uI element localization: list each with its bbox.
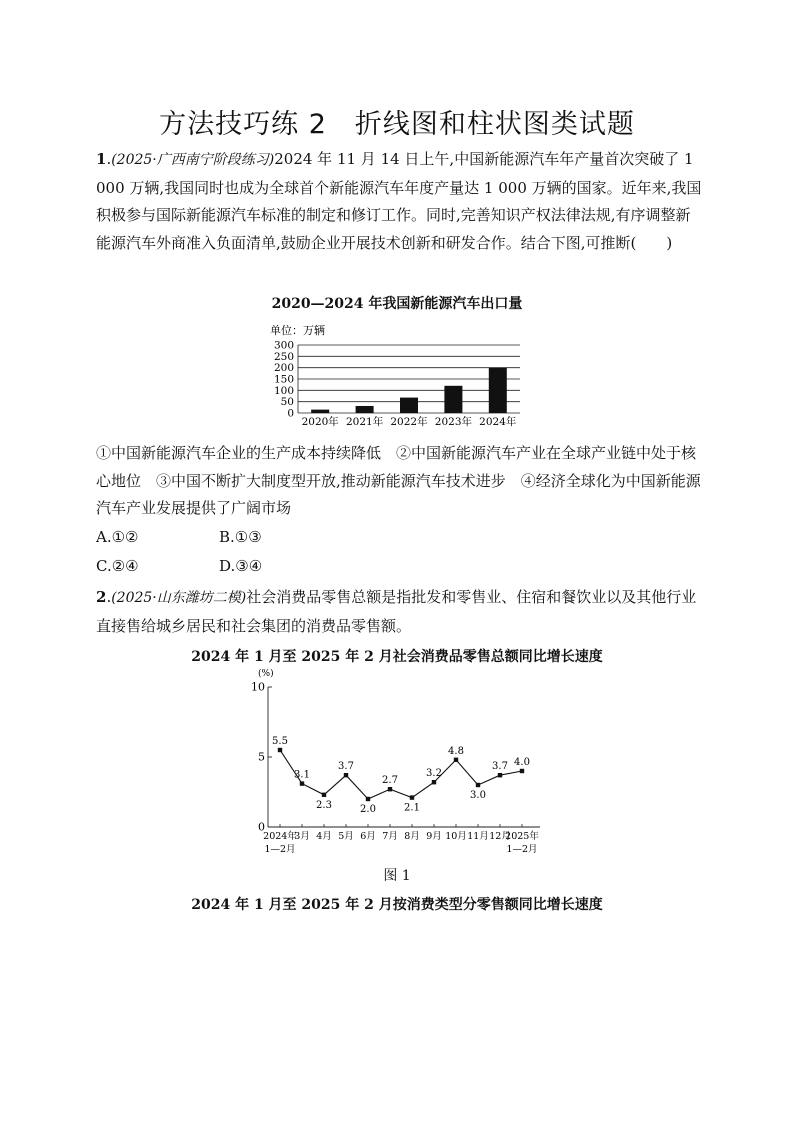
- x-tick-label: 5月: [338, 831, 354, 842]
- data-point: [520, 769, 524, 773]
- option-b[interactable]: B.①③: [219, 528, 262, 546]
- question-source: (2025·广西南宁阶段练习): [111, 152, 275, 168]
- x-tick-label: 2021年: [345, 416, 384, 428]
- data-point: [278, 748, 282, 752]
- data-point: [388, 787, 392, 791]
- data-label: 3.2: [426, 768, 442, 780]
- y-tick-label: 10: [251, 680, 265, 694]
- data-label: 2.7: [382, 775, 398, 787]
- data-point: [410, 795, 414, 799]
- question-stem: 2024 年 11 月 14 日上午,中国新能源汽车年产量首次突破了 1 000 万辆,我国同时也成为全球首个新能源汽车年度产量达 1 000 万辆的国家。近年来,我国积极参与国际新能源汽车标准的制定和修订工作。同时,完善知识产权法律法规,有序调整新能源汽车外商准入负面清单,鼓励企业开展技术创新和研发合作。结合下图,可推断( ): [96, 150, 702, 252]
- y-tick-label: 300: [273, 339, 294, 352]
- y-tick-label: 50: [280, 396, 294, 409]
- data-point: [476, 783, 480, 787]
- y-tick-label: 0: [258, 820, 265, 834]
- data-label: 5.5: [272, 736, 288, 747]
- data-label: 4.8: [448, 745, 464, 757]
- bar-chart: [250, 318, 540, 434]
- data-label: 2.0: [360, 804, 376, 815]
- data-label: 3.1: [294, 769, 310, 781]
- x-tick-label: 2024年: [263, 831, 297, 842]
- x-tick-label: 8月: [404, 831, 420, 842]
- y-tick-label: 250: [273, 350, 294, 363]
- bar: [400, 398, 418, 413]
- question-2: 2.(2025·山东潍坊二模)社会消费品零售总额是指批发和零售业、住宿和餐饮业以及其他行业直接售给城乡居民和社会集团的消费品零售额。: [96, 588, 697, 635]
- x-tick-label: 10月: [445, 831, 467, 842]
- chart2-title: 2024 年 1 月至 2025 年 2 月社会消费品零售总额同比增长速度: [191, 649, 603, 665]
- y-tick-label: 100: [273, 384, 294, 397]
- x-tick-label: 1—2月: [506, 844, 538, 855]
- x-tick-label: 2022年: [390, 416, 428, 428]
- question-number: 2: [96, 588, 107, 606]
- data-label: 2.3: [316, 799, 332, 811]
- y-tick-label: 200: [273, 362, 294, 375]
- x-tick-label: 2023年: [434, 416, 473, 428]
- bar: [489, 368, 507, 413]
- question-number: 1: [96, 150, 107, 168]
- data-point: [344, 773, 348, 777]
- data-label: 4.0: [514, 757, 530, 768]
- bar: [444, 386, 462, 413]
- x-tick-label: 2025年: [505, 831, 539, 842]
- data-point: [432, 780, 436, 784]
- bar: [356, 406, 374, 413]
- x-tick-label: 2020年: [301, 416, 339, 428]
- question-1-statements: ①中国新能源汽车企业的生产成本持续降低 ②中国新能源汽车产业在全球产业链中处于核心地位 ③中国不断扩大制度型开放,推动新能源汽车技术进步 ④经济全球化为中国新能源汽车产业发展提供了广阔市场: [96, 444, 701, 517]
- data-label: 3.7: [338, 761, 354, 773]
- option-a[interactable]: A.①②: [96, 528, 139, 546]
- x-tick-label: 2024年: [479, 416, 517, 428]
- y-tick-label: 0: [287, 407, 294, 420]
- data-point: [454, 758, 458, 762]
- x-tick-label: 6月: [360, 831, 376, 842]
- question-source: (2025·山东潍坊二模): [111, 590, 247, 606]
- data-point: [366, 797, 370, 801]
- chart1-unit-label: 单位：万辆: [270, 324, 325, 337]
- y-tick-label: 150: [273, 373, 294, 386]
- data-point: [300, 781, 304, 785]
- line-chart: [250, 668, 550, 864]
- data-label: 2.1: [404, 802, 420, 814]
- question-1: 1.(2025·广西南宁阶段练习)2024 年 11 月 14 日上午,中国新能源汽车年产量首次突破了 1 000 万辆,我国同时也成为全球首个新能源汽车年度产量达 1 000 万辆的国家。近年来,我国积极参与国际新能源汽车标准的制定和修订工作。同时,完善知识产权法律法规,有序调整新能源汽车外商准入负面清单,鼓励企业开展技术创新和研发合作。结合下图,可推断( ): [96, 150, 702, 252]
- data-label: 3.0: [470, 790, 486, 801]
- question-stem: 社会消费品零售总额是指批发和零售业、住宿和餐饮业以及其他行业直接售给城乡居民和社会集团的消费品零售额。: [96, 588, 697, 635]
- chart2-unit-label: (%): [258, 669, 274, 679]
- x-tick-label: 1—2月: [264, 844, 296, 855]
- option-d[interactable]: D.③④: [219, 557, 263, 575]
- chart1-title: 2020—2024 年我国新能源汽车出口量: [271, 296, 523, 312]
- x-tick-label: 4月: [316, 831, 332, 842]
- page-title: 方法技巧练 2 折线图和柱状图类试题: [159, 109, 635, 140]
- chart3-title: 2024 年 1 月至 2025 年 2 月按消费类型分零售额同比增长速度: [191, 897, 603, 913]
- bar: [311, 410, 329, 413]
- x-tick-label: 12月: [489, 831, 511, 842]
- figure-caption: 图 1: [383, 868, 411, 884]
- data-point: [322, 793, 326, 797]
- x-tick-label: 9月: [426, 831, 442, 842]
- x-tick-label: 7月: [382, 831, 398, 842]
- x-tick-label: 3月: [294, 831, 310, 842]
- option-c[interactable]: C.②④: [96, 557, 139, 575]
- y-tick-label: 5: [258, 750, 265, 764]
- x-tick-label: 11月: [467, 831, 489, 842]
- data-label: 3.7: [492, 761, 508, 773]
- data-point: [498, 773, 502, 777]
